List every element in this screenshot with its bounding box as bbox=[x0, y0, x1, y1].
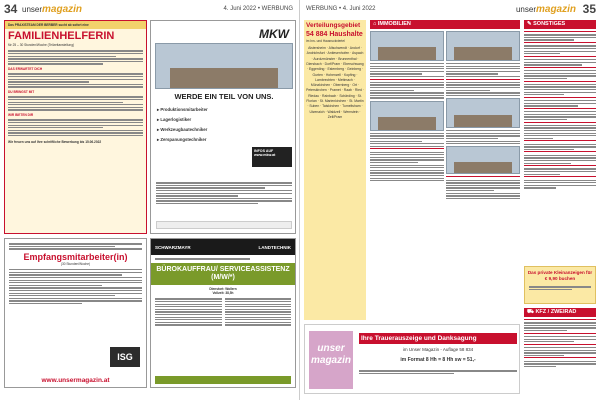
obituary-price: im Format 8 Hh = 8 Hh sw = 51,- bbox=[400, 357, 476, 363]
position-list bbox=[157, 105, 249, 145]
job-ad-schwarzmayr bbox=[150, 238, 296, 388]
property-photo bbox=[446, 146, 520, 174]
sonstiges-promo bbox=[524, 266, 596, 304]
company-logo: LANDTECHNIK bbox=[258, 244, 291, 250]
ad-contact-bar bbox=[156, 221, 292, 229]
right-page bbox=[300, 0, 600, 400]
listing-text bbox=[446, 176, 520, 199]
magazine-url[interactable]: www.unsermagazin.at bbox=[41, 377, 110, 384]
ad-subtitle: (30 Stunden/Woche) bbox=[60, 261, 91, 266]
job-ad-mkw bbox=[150, 20, 296, 234]
tag-icon: ✎ bbox=[527, 21, 532, 27]
brand-logo: unsermagazin bbox=[515, 4, 576, 15]
left-page-header bbox=[0, 2, 299, 16]
issue-date: WERBUNG • 4. Juni 2022 bbox=[306, 6, 376, 12]
work-location: Dienstort: Wallern bbox=[209, 286, 237, 291]
property-photo bbox=[446, 31, 520, 61]
obituary-sub: im Unser Magazin - Auflage 58 834 bbox=[402, 347, 474, 352]
section-heading: DU BRINGST MIT bbox=[8, 90, 35, 94]
property-photo bbox=[446, 98, 520, 128]
team-photo bbox=[155, 43, 293, 89]
distribution-title: Verteilungsgebiet bbox=[306, 22, 361, 29]
page-number: 34 bbox=[4, 2, 18, 16]
ad-footer-bar bbox=[155, 376, 291, 384]
obituary-ad bbox=[304, 324, 520, 394]
car-icon: ⛟ bbox=[527, 309, 534, 315]
work-hours: Vollzeit: 38,5h bbox=[212, 290, 234, 295]
employer-line: Das PRAXISTEAM DER BERBER sucht ab sofort eine bbox=[5, 21, 146, 29]
ad-title: BÜROKAUFFRAU/ SERVICEASSISTENZ (M/W/*) bbox=[151, 263, 295, 285]
obituary-title: Ihre Trauerauszeige und Danksagung bbox=[359, 333, 517, 344]
distribution-sub: im Inn- und Hausruckviertel bbox=[306, 39, 345, 43]
right-page-header bbox=[300, 2, 600, 16]
household-count: 54 884 Haushalte bbox=[306, 31, 363, 38]
ad-headline: WERDE EIN TEIL VON UNS. bbox=[174, 92, 274, 101]
position-item: ▸ Werkzeugbautechniker bbox=[157, 127, 208, 132]
page-number: 35 bbox=[582, 2, 596, 16]
sonstiges-listings bbox=[524, 31, 596, 263]
job-ad-empfang bbox=[4, 238, 147, 388]
property-photo bbox=[370, 31, 444, 61]
position-item: ▸ Produktionsmitarbeiter bbox=[157, 107, 208, 112]
ad-title: Empfangsmitarbeiter(in) bbox=[23, 251, 128, 262]
info-badge: INFOS AUF www.mkw.at bbox=[252, 147, 292, 167]
section-header-sonstiges: ✎ SONSTIGES bbox=[524, 20, 596, 29]
ad-subtitle: für 25 – 30 Stunden/Woche (Teilzeitanstellung) bbox=[8, 43, 75, 48]
listing-column-right bbox=[446, 31, 520, 200]
kfz-listings bbox=[524, 319, 596, 394]
section-header-immobilien: ⌂ IMMOBILIEN bbox=[370, 20, 520, 29]
listing-text bbox=[370, 79, 444, 99]
listing-text bbox=[370, 148, 444, 181]
ad-body-text bbox=[5, 50, 146, 64]
issue-date: 4. Juni 2022 • WERBUNG bbox=[223, 6, 293, 12]
section-heading: DAS ERWARTET DICH bbox=[8, 67, 43, 72]
listing-column-left bbox=[370, 31, 444, 183]
section-heading: WIR BIETEN DIR bbox=[8, 112, 34, 117]
listing-text bbox=[446, 79, 520, 97]
distribution-box bbox=[304, 20, 366, 320]
position-item: ▸ Zerspanungstechniker bbox=[157, 137, 207, 142]
company-logo: SCHWARZMAYR bbox=[155, 244, 191, 250]
position-item: ▸ Lagerlogistiker bbox=[157, 117, 192, 122]
house-icon: ⌂ bbox=[373, 21, 377, 27]
promo-text: Das private Kleinanzeigen für € 9,90 buchen bbox=[527, 270, 593, 281]
company-logo: MKW bbox=[259, 27, 289, 41]
section-header-kfz: ⛟ KFZ / ZWEIRAD bbox=[524, 308, 596, 317]
job-ad-familienhelferin bbox=[4, 20, 147, 234]
property-photo bbox=[370, 101, 444, 131]
town-list: Aistersheim · Altschwendt · Andorf · Andrichsfurt · Antiesenhofen · Aspach · Aurolzmünster · Brunnenthal · Diersbach · Dorf/Pram · Eberschwang · Eggerding · Esternberg · Geinberg · Gurten · Hohenzell · Kopfing · Lambrechten · Mettmach · Münzkirchen · Obernberg · Ort · Peterskirchen · Pramet · Raab · Ried · Riedau · Rainbach · Schärding · St. Florian · St. Marienkirchen · St. Martin · Suben · Taiskirchen · Tumeltsham · Utzenaich · Waldzell · Wernstein · Zell/Pram bbox=[306, 46, 364, 119]
magazine-logo: unser magazin bbox=[309, 331, 353, 389]
ad-body-text bbox=[156, 181, 292, 206]
ad-title: FAMILIENHELFERIN bbox=[8, 30, 115, 43]
ad-header-bar bbox=[151, 239, 295, 255]
ad-footer: Wir freuen uns auf Ihre schriftliche Bewerbung bis 15.06.2022 bbox=[8, 139, 102, 144]
isg-logo: ISG bbox=[110, 347, 140, 367]
brand-logo: unsermagazin bbox=[22, 4, 83, 15]
